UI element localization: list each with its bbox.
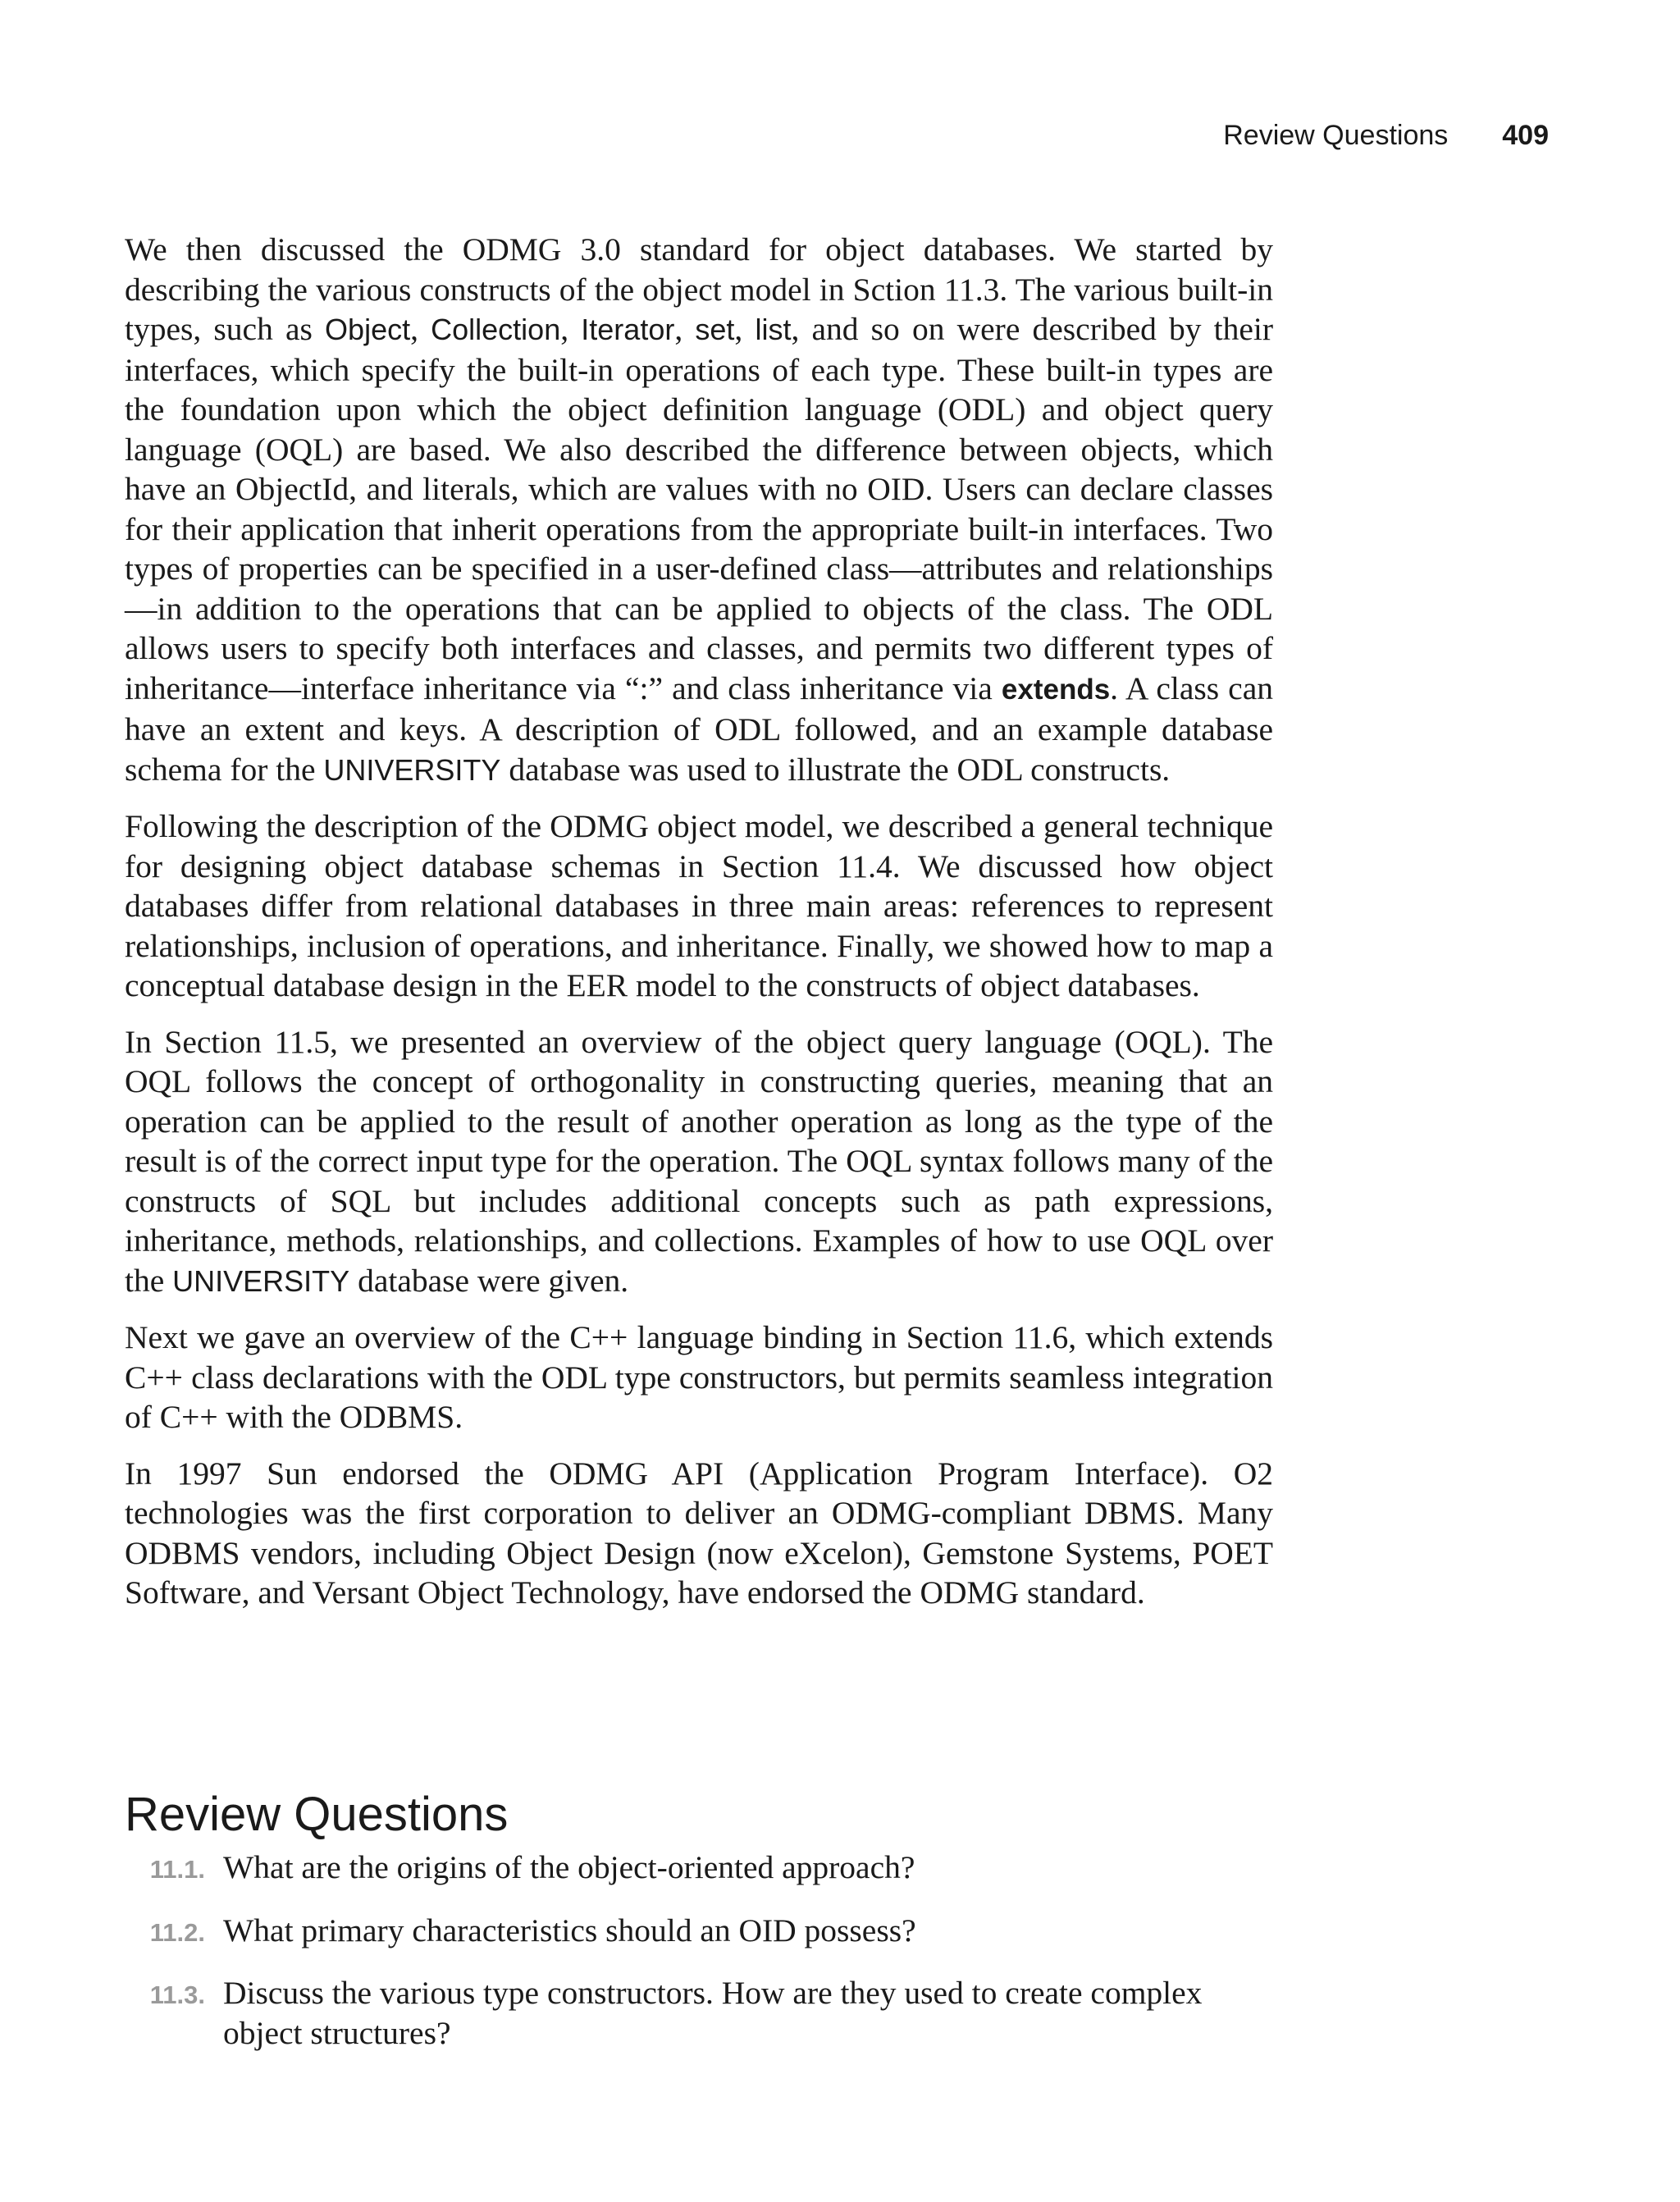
code-term-set: set <box>695 313 735 346</box>
body-text <box>125 230 1273 1629</box>
keyword-extends: extends <box>1001 673 1111 706</box>
question-number: 11.2. <box>149 1917 205 1947</box>
paragraph-odmg-standard: We then discussed the ODMG 3.0 standard for object databases. We started by describing the various constructs of the object model in Sction 11.3. The various built-in types, such as Object, Collection, Iterator, set, list, and so on were described by their interfaces, which specify the built-in operations of each type. These built-in types are the foundation upon which the object definition language (ODL) and object query language (OQL) are based. We also described the difference between objects, which have an ObjectId, and literals, which are values with no OID. Users can declare classes for their application that inherit operations from the appropriate built-in interfaces. Two types of properties can be specified in a user-defined class—attributes and relationships—in addition to the operations that can be applied to objects of the class. The ODL allows users to specify both interfaces and classes, and permits two different types of inheritance—interface inheritance via “:” and class inheritance via extends. A class can have an extent and keys. A description of ODL followed, and an example database schema for the UNIVERSITY database was used to illustrate the ODL constructs. <box>125 231 1274 788</box>
page-number: 409 <box>1502 120 1549 151</box>
section-heading-review-questions: Review Questions <box>125 1788 509 1841</box>
running-head <box>1223 120 1549 152</box>
question-number: 11.1. <box>149 1855 205 1884</box>
database-name: UNIVERSITY <box>172 1263 350 1298</box>
database-name: UNIVERSITY <box>323 752 501 787</box>
review-question <box>125 1848 1273 1888</box>
code-term-iterator: Iterator <box>581 313 675 346</box>
code-term-object: Object <box>325 313 411 346</box>
code-term-collection: Collection <box>431 313 561 346</box>
code-term-list: list <box>755 313 792 346</box>
review-questions-list <box>125 1848 1273 2076</box>
question-text: What primary characteristics should an OID possess? <box>223 1912 916 1948</box>
question-text: What are the origins of the object-oriented approach? <box>223 1849 915 1885</box>
paragraph-schema-design: Following the description of the ODMG object model, we described a general technique for designing object database schemas in Section 11.4. We discussed how object databases differ from relational databases in three main areas: references to represent relationships, inclusion of operations, and inheritance. Finally, we showed how to map a conceptual database design in the EER model to the constructs of object databases. <box>125 808 1273 1003</box>
paragraph-oql-overview: In Section 11.5, we presented an overview of the object query language (OQL). The OQL follows the concept of orthogonality in constructing queries, meaning that an operation can be applied to the result of another operation as long as the type of the result is of the correct input type for the operation. The OQL syntax follows many of the constructs of SQL but includes additional concepts such as path expressions, inheritance, methods, relationships, and collections. Examples of how to use OQL over the UNIVERSITY database were given. <box>125 1023 1273 1299</box>
running-head-title: Review Questions <box>1223 120 1449 151</box>
question-text: Discuss the various type constructors. How are they used to create complex object structures? <box>223 1975 1203 2051</box>
paragraph-odmg-endorsement: In 1997 Sun endorsed the ODMG API (Application Program Interface). O2 technologies was the first corporation to deliver an ODMG-compliant DBMS. Many ODBMS vendors, including Object Design (now eXcelon), Gemstone Systems, POET Software, and Versant Object Technology, have endorsed the ODMG standard. <box>125 1455 1273 1610</box>
paragraph-cpp-binding: Next we gave an overview of the C++ language binding in Section 11.6, which extends C++ class declarations with the ODL type constructors, but permits seamless integration of C++ with the ODBMS. <box>125 1319 1273 1435</box>
review-question <box>125 1911 1273 1951</box>
review-question <box>125 1973 1273 2053</box>
question-number: 11.3. <box>149 1980 205 2009</box>
